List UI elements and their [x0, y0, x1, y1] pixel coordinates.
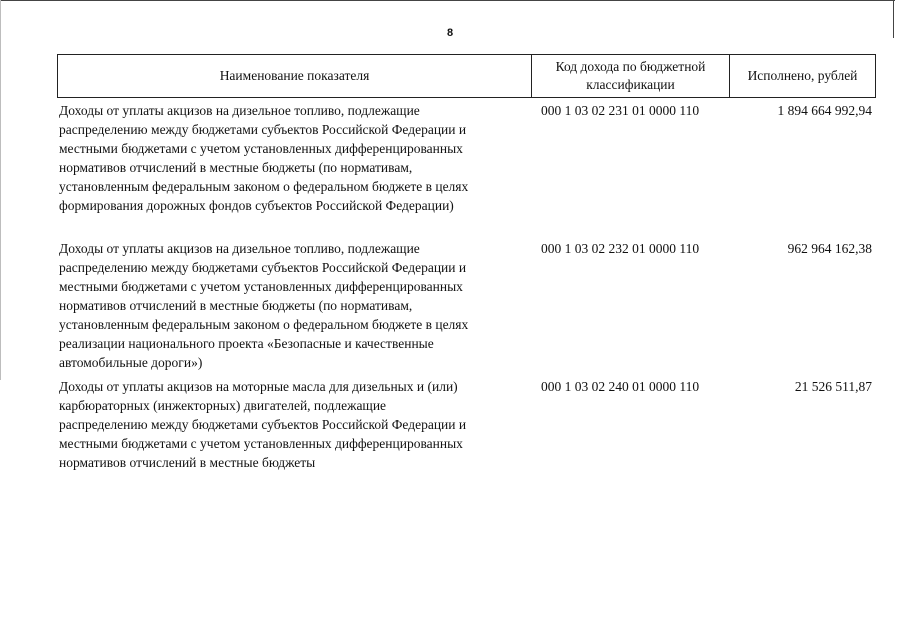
indicator-name: Доходы от уплаты акцизов на моторные масла для дизельных и (или) карбюраторных (инжекторных) двигателей, подлежащие распределению между бюджетами субъектов Российской Федерации и местными бюджетами с учетом установленных дифференцированных нормативов отчислений в местные бюджеты: [59, 379, 467, 470]
table-header: [57, 54, 876, 98]
indicator-name: Доходы от уплаты акцизов на дизельное топливо, подлежащие распределению между бюджетами субъектов Российской Федерации и местными бюджетами с учетом установленных дифференцированных нормативов отчислений в местные бюджеты (по нормативам, установленным федеральным законом о федеральном бюджете в целях реализации национального проекта «Безопасные и качественные автомобильные дороги»): [59, 241, 469, 370]
page-number: 8: [446, 27, 454, 39]
executed-amount: 962 964 162,38: [787, 241, 872, 256]
scan-left-edge: [0, 0, 1, 380]
executed-amount: 1 894 664 992,94: [777, 103, 872, 118]
header-budget-code: Код дохода по бюджетной классификации: [532, 55, 730, 97]
header-executed-amount: Исполнено, рублей: [747, 68, 858, 83]
scan-top-border: [0, 0, 895, 1]
budget-code: 000 1 03 02 232 01 0000 110: [541, 241, 700, 256]
budget-code: 000 1 03 02 231 01 0000 110: [541, 103, 700, 118]
header-indicator-name: Наименование показателя: [58, 55, 532, 97]
indicator-name: Доходы от уплаты акцизов на дизельное топливо, подлежащие распределению между бюджетами субъектов Российской Федерации и местными бюджетами с учетом установленных дифференцированных нормативов отчислений в местные бюджеты (по нормативам, установленным федеральным законом о федеральном бюджете в целях формирования дорожных фондов субъектов Российской Федерации): [59, 103, 469, 213]
budget-code: 000 1 03 02 240 01 0000 110: [541, 379, 700, 394]
scan-right-border: [893, 0, 894, 38]
executed-amount: 21 526 511,87: [794, 379, 872, 394]
